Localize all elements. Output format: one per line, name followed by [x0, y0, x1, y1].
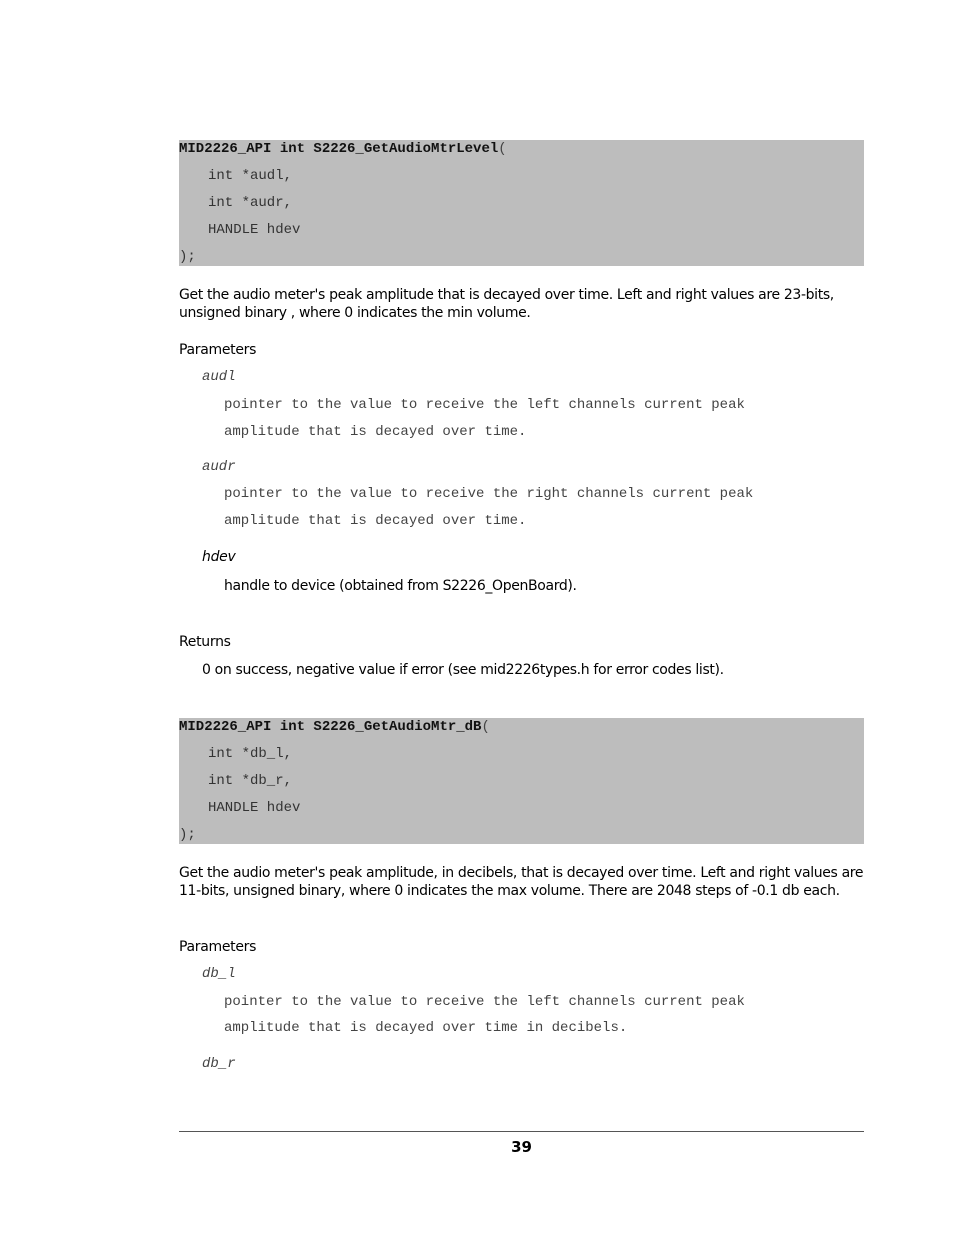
param-desc: pointer to the value to receive the left channels current peak: [224, 397, 745, 413]
code-arg: int *audr,: [208, 195, 293, 211]
returns-description: 0 on success, negative value if error (see mid2226types.h for error codes list).: [202, 662, 724, 678]
param-desc: amplitude that is decayed over time.: [224, 513, 527, 529]
code-arg: HANDLE hdev: [208, 800, 301, 816]
returns-heading: Returns: [179, 634, 231, 650]
param-name: hdev: [202, 549, 236, 565]
function-signature: MID2226_API int S2226_GetAudioMtr_dB(: [179, 719, 490, 735]
param-desc: amplitude that is decayed over time in decibels.: [224, 1020, 628, 1036]
param-desc: handle to device (obtained from S2226_OpenBoard).: [224, 578, 577, 594]
parameters-heading: Parameters: [179, 342, 257, 358]
function-signature: MID2226_API int S2226_GetAudioMtrLevel(: [179, 141, 507, 157]
footer-rule: [179, 1131, 864, 1132]
code-arg: int *db_l,: [208, 746, 293, 762]
param-desc: pointer to the value to receive the right channels current peak: [224, 486, 754, 502]
code-block-getaudiomtr-db: [179, 718, 864, 844]
code-close: );: [179, 249, 196, 265]
parameters-heading: Parameters: [179, 939, 257, 955]
page-number: 39: [511, 1138, 532, 1156]
param-desc: pointer to the value to receive the left channels current peak: [224, 994, 745, 1010]
param-desc: amplitude that is decayed over time.: [224, 424, 527, 440]
param-name: audr: [202, 459, 236, 475]
param-name: audl: [202, 369, 236, 385]
function-description: Get the audio meter's peak amplitude, in decibels, that is decayed over time. Left and right values are 11-bits, unsigned binary, where 0 indicates the max volume. There are 2048 steps of -0.1 db each.: [179, 865, 864, 899]
param-name: db_l: [202, 966, 236, 982]
param-name: db_r: [202, 1056, 236, 1072]
code-close: );: [179, 827, 196, 843]
code-arg: int *db_r,: [208, 773, 293, 789]
function-description: Get the audio meter's peak amplitude that is decayed over time. Left and right values are 23-bits, unsigned binary , where 0 indicates the min volume.: [179, 287, 834, 321]
code-arg: int *audl,: [208, 168, 293, 184]
code-block-getaudiomtrlevel: [179, 140, 864, 266]
code-arg: HANDLE hdev: [208, 222, 301, 238]
